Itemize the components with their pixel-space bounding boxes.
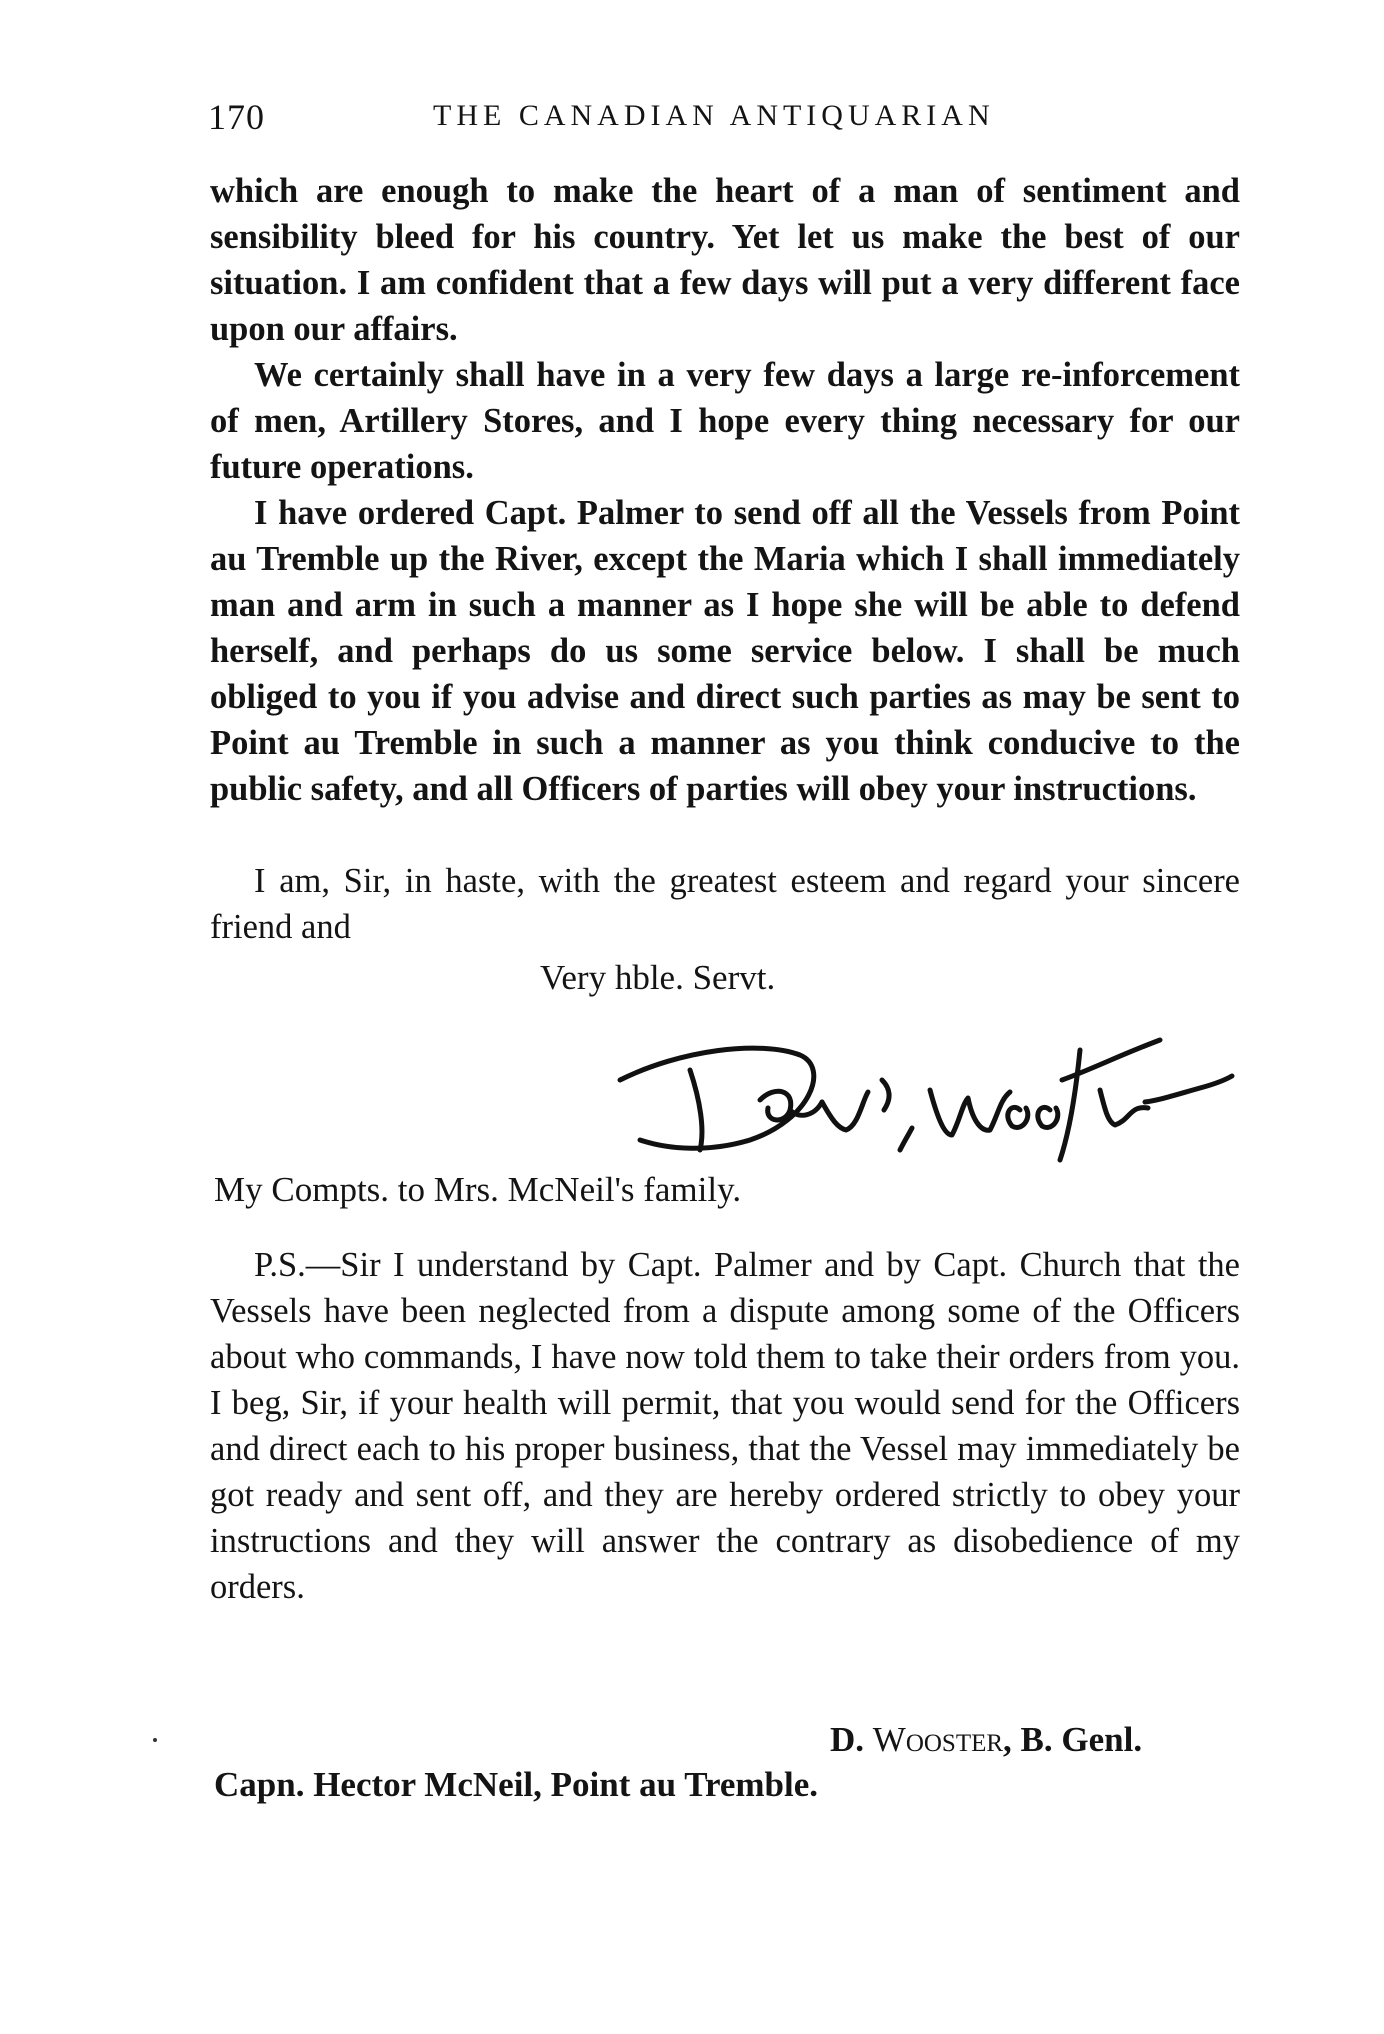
signoff-name: Wooster	[872, 1720, 1004, 1759]
valediction: Very hble. Servt.	[540, 958, 776, 997]
signoff	[830, 1720, 1142, 1760]
signoff-rank: , B. Genl.	[1003, 1720, 1143, 1759]
page-number: 170	[208, 97, 265, 137]
running-title: THE CANADIAN ANTIQUARIAN	[433, 99, 995, 132]
print-speck	[153, 1738, 157, 1742]
letter-paragraph-1: which are enough to make the heart of a man of sentiment and sensibility bleed for his country. Yet let us make the best of our situation. I am confident that a few days will put a very different face upon our affairs.	[210, 172, 1240, 348]
signoff-initial: D.	[830, 1720, 865, 1759]
compliments-line: My Compts. to Mrs. McNeil's family.	[214, 1170, 742, 1209]
running-head	[208, 96, 1238, 146]
addressee: Capn. Hector McNeil, Point au Tremble.	[214, 1765, 819, 1804]
letter-paragraph-2: We certainly shall have in a very few days a large re-inforcement of men, Artillery Stores, and I hope every thing necessary for our future operations.	[210, 356, 1240, 486]
signature-image	[600, 1010, 1240, 1180]
letter-closing: I am, Sir, in haste, with the greatest esteem and regard your sincere friend and	[210, 862, 1240, 946]
postscript: P.S.—Sir I understand by Capt. Palmer and by Capt. Church that the Vessels have been neglected from a dispute among some of the Officers about who commands, I have now told them to take their orders from you. I beg, Sir, if your health will permit, that you would send for the Officers and direct each to his proper business, that the Vessel may immediately be got ready and sent off, and they are hereby ordered strictly to obey your instructions and they will answer the contrary as disobedience of my orders.	[210, 1246, 1240, 1606]
letter-paragraph-3: I have ordered Capt. Palmer to send off all the Vessels from Point au Tremble up the River, except the Maria which I shall immediately man and arm in such a manner as I hope she will be able to defend herself, and perhaps do us some service below. I shall be much obliged to you if you advise and direct such parties as may be sent to Point au Tremble in such a manner as you think conducive to the public safety, and all Officers of parties will obey your instructions.	[210, 494, 1240, 808]
